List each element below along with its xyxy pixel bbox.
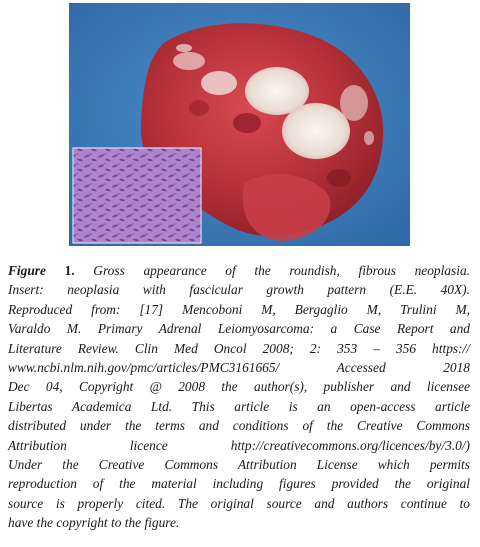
micrograph-inset-icon [73, 148, 201, 243]
caption-line: Under the Creative Commons Attribution License which permits [8, 457, 470, 473]
figure-caption [8, 261, 470, 533]
caption-line: www.ncbi.nlm.nih.gov/pmc/articles/PMC3161665/ Accessed 2018 [8, 360, 470, 376]
caption-line: Libertas Academica Ltd. This article is an open-access article [8, 398, 470, 414]
caption-line: source is properly cited. The original source and authors continue to [8, 495, 470, 511]
caption-line: reproduction of the material including figures provided the original [8, 476, 470, 492]
caption-text: Gross appearance of the roundish, fibrous neoplasia. [74, 263, 470, 278]
caption-line: Reproduced from: [17] Mencoboni M, Bergaglio M, Trulini M, [8, 301, 470, 317]
caption-line: distributed under the terms and conditions of the Creative Commons [8, 418, 470, 434]
caption-line: Attribution licence http://creativecommons.org/licences/by/3.0/) [8, 437, 470, 453]
figure-label-word: Figure [8, 263, 46, 278]
caption-line: Dec 04, Copyright @ 2008 the author(s), publisher and licensee [8, 379, 470, 395]
caption-line [8, 261, 470, 280]
caption-line: Literature Review. Clin Med Oncol 2008; 2: 353 – 356 https:// [8, 340, 470, 356]
specimen-photo-icon [69, 3, 410, 246]
caption-line: Varaldo M. Primary Adrenal Leiomyosarcoma: a Case Report and [8, 321, 470, 337]
caption-line: Insert: neoplasia with fascicular growth pattern (E.E. 40X). [8, 282, 470, 298]
figure-number: 1. [64, 263, 75, 278]
specimen-photo [69, 3, 410, 246]
figure-label [8, 263, 75, 278]
caption-line: have the copyright to the figure. [8, 515, 180, 531]
